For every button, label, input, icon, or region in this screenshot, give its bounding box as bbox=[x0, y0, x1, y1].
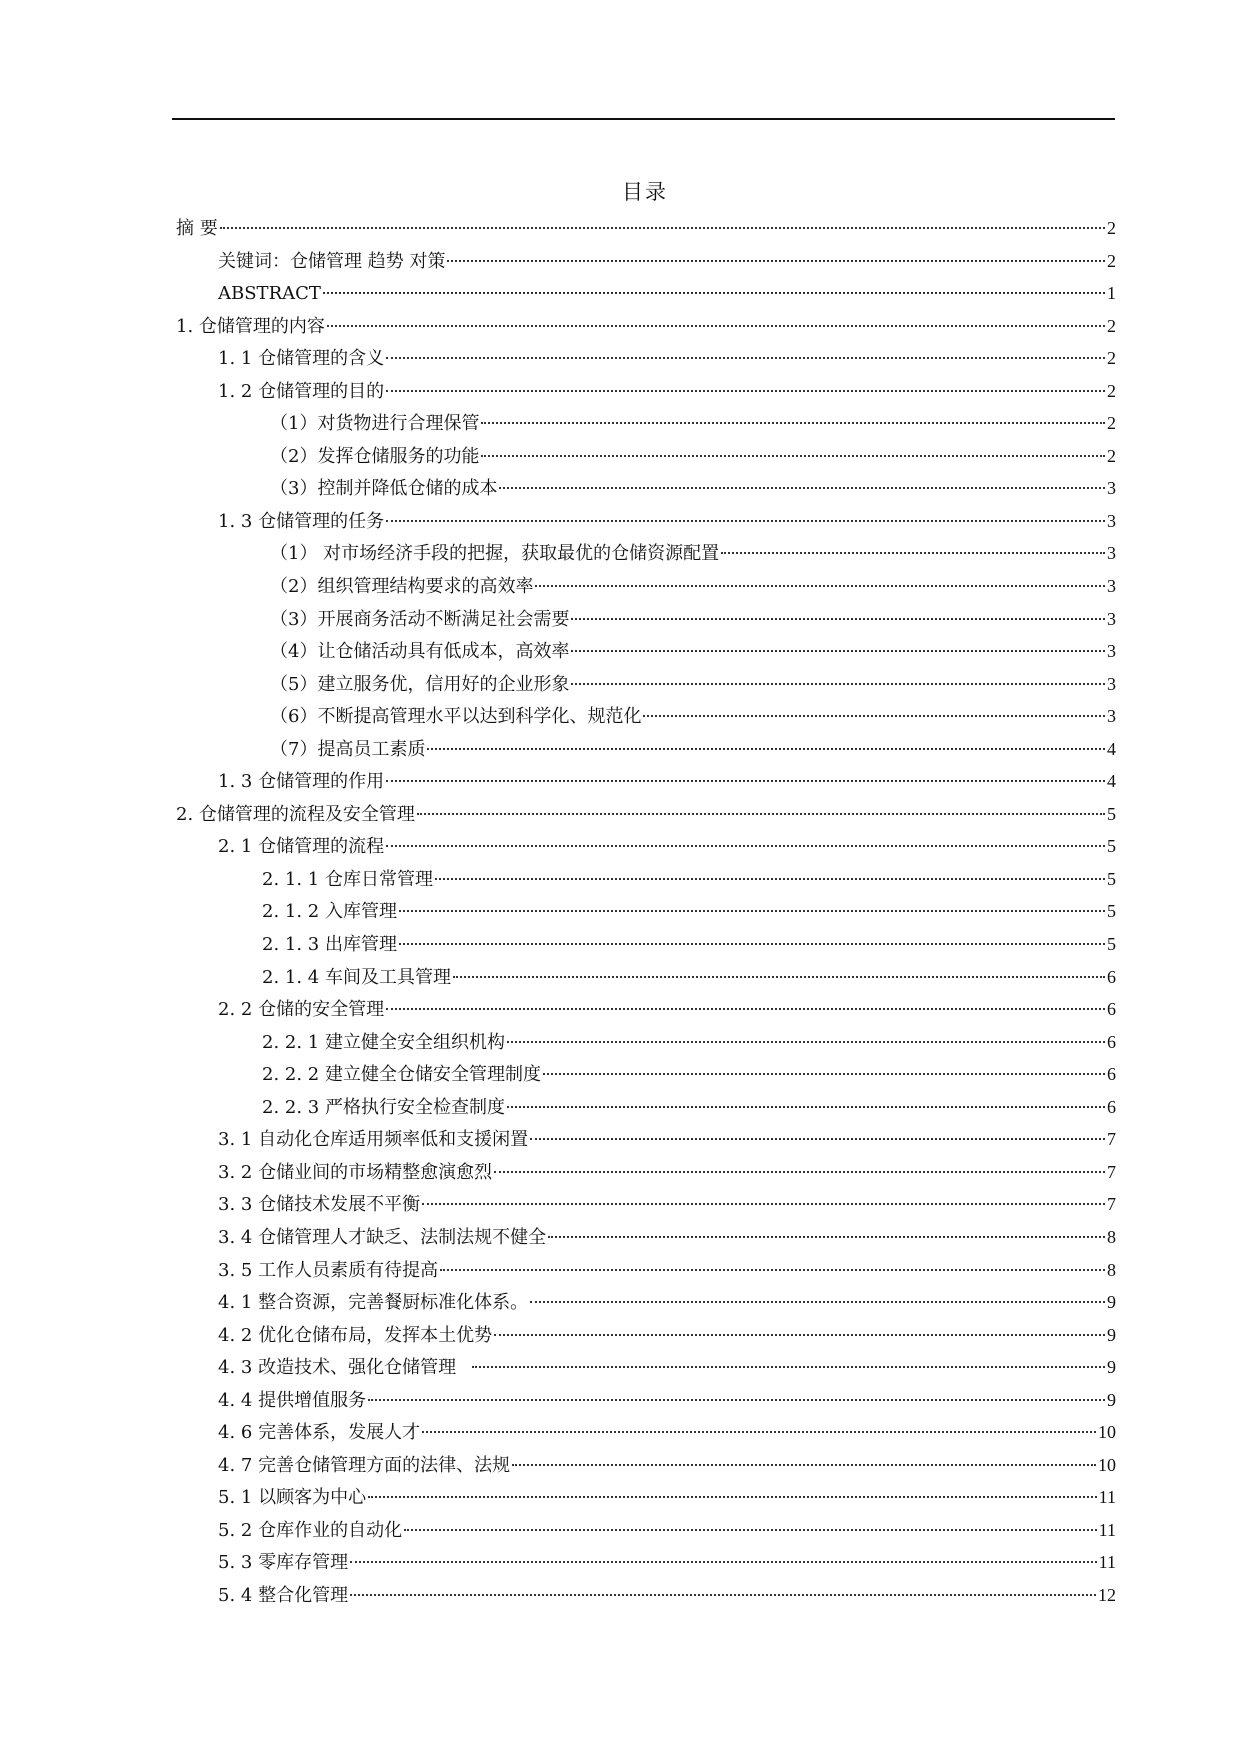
toc-page-number: 5 bbox=[1107, 934, 1116, 955]
toc-page-number: 11 bbox=[1098, 1519, 1116, 1540]
toc-dot-leader bbox=[386, 780, 1105, 782]
toc-dot-leader bbox=[472, 1366, 1105, 1368]
toc-dot-leader bbox=[481, 422, 1105, 424]
toc-entry-title: 4. 2 优化仓储布局，发挥本土优势 bbox=[218, 1324, 493, 1346]
toc-entry[interactable] bbox=[176, 1351, 1116, 1384]
toc-entry[interactable] bbox=[176, 310, 1116, 343]
toc-entry[interactable] bbox=[176, 537, 1116, 570]
toc-entry-title: 2. 1. 1 仓库日常管理 bbox=[262, 868, 433, 890]
toc-entry-title: 关键词：仓储管理 趋势 对策 bbox=[218, 250, 446, 272]
toc-dot-leader bbox=[494, 1334, 1105, 1336]
toc-dot-leader bbox=[535, 585, 1105, 587]
toc-page-number: 8 bbox=[1107, 1226, 1116, 1247]
toc-dot-leader bbox=[386, 845, 1105, 847]
toc-page-number: 6 bbox=[1107, 999, 1116, 1020]
toc-page-number: 4 bbox=[1107, 738, 1116, 759]
toc-page-number: 7 bbox=[1107, 1194, 1116, 1215]
toc-entry[interactable] bbox=[176, 765, 1116, 798]
toc-entry[interactable] bbox=[176, 1286, 1116, 1319]
toc-page-number: 3 bbox=[1107, 608, 1116, 629]
toc-entry-title: （1）对货物进行合理保管 bbox=[270, 413, 480, 435]
toc-page-number: 2 bbox=[1107, 380, 1116, 401]
toc-page-number: 11 bbox=[1098, 1552, 1116, 1573]
toc-entry-title: 2. 1 仓储管理的流程 bbox=[218, 836, 385, 858]
toc-page-number: 5 bbox=[1107, 868, 1116, 889]
toc-page-number: 10 bbox=[1098, 1422, 1116, 1443]
toc-dot-leader bbox=[643, 715, 1105, 717]
toc-entry[interactable] bbox=[176, 1449, 1116, 1482]
toc-entry[interactable] bbox=[176, 733, 1116, 766]
toc-entry-title: （7）提高员工素质 bbox=[270, 738, 426, 760]
toc-page-number: 2 bbox=[1107, 315, 1116, 336]
toc-entry[interactable] bbox=[176, 863, 1116, 896]
toc-entry-title: （1） 对市场经济手段的把握，获取最优的仓储资源配置 bbox=[270, 543, 720, 565]
toc-dot-leader bbox=[350, 1594, 1096, 1596]
toc-entry[interactable] bbox=[176, 1058, 1116, 1091]
toc-page-number: 5 bbox=[1107, 836, 1116, 857]
toc-entry-title: 1. 2 仓储管理的目的 bbox=[218, 380, 385, 402]
toc-entry-title: 2. 1. 4 车间及工具管理 bbox=[262, 966, 451, 988]
toc-entry[interactable] bbox=[176, 570, 1116, 603]
toc-page-number: 6 bbox=[1107, 1064, 1116, 1085]
toc-dot-leader bbox=[447, 260, 1105, 262]
toc-entry[interactable] bbox=[176, 1123, 1116, 1156]
toc-entry-title: 2. 仓储管理的流程及安全管理 bbox=[176, 803, 415, 825]
toc-dot-leader bbox=[530, 1138, 1105, 1140]
toc-entry[interactable] bbox=[176, 342, 1116, 375]
toc-entry-title: 2. 2. 1 建立健全安全组织机构 bbox=[262, 1031, 505, 1053]
toc-entry-title: 3. 4 仓储管理人才缺乏、法制法规不健全 bbox=[218, 1226, 547, 1248]
toc-dot-leader bbox=[417, 813, 1105, 815]
toc-page-number: 12 bbox=[1098, 1584, 1116, 1605]
toc-page-number: 5 bbox=[1107, 901, 1116, 922]
toc-entry-title: （4）让仓储活动具有低成本，高效率 bbox=[270, 641, 570, 663]
toc-page-number: 2 bbox=[1107, 348, 1116, 369]
toc-dot-leader bbox=[386, 520, 1105, 522]
toc-dot-leader bbox=[721, 552, 1105, 554]
toc-page-number: 1 bbox=[1107, 283, 1116, 304]
toc-entry[interactable] bbox=[176, 1221, 1116, 1254]
toc-entry[interactable] bbox=[176, 993, 1116, 1026]
toc-page-number: 2 bbox=[1107, 218, 1116, 238]
toc-entry-title: 5. 2 仓库作业的自动化 bbox=[218, 1519, 403, 1541]
toc-entry-title: ABSTRACT bbox=[218, 283, 321, 305]
toc-entry[interactable] bbox=[176, 245, 1116, 278]
toc-entry[interactable] bbox=[176, 1384, 1116, 1417]
toc-dot-leader bbox=[507, 1106, 1105, 1108]
toc-page-number: 2 bbox=[1107, 250, 1116, 271]
toc-entry[interactable] bbox=[176, 407, 1116, 440]
toc-dot-leader bbox=[368, 1399, 1105, 1401]
toc-entry[interactable] bbox=[176, 1026, 1116, 1059]
toc-page-number: 9 bbox=[1107, 1292, 1116, 1313]
toc-entry[interactable] bbox=[176, 1254, 1116, 1287]
toc-page-number: 3 bbox=[1107, 576, 1116, 597]
toc-dot-leader bbox=[350, 1561, 1097, 1563]
toc-dot-leader bbox=[327, 325, 1105, 327]
toc-page-number: 3 bbox=[1107, 641, 1116, 662]
toc-dot-leader bbox=[323, 292, 1105, 294]
toc-entry-title: （5）建立服务优，信用好的企业形象 bbox=[270, 673, 570, 695]
toc-entry-title: 1. 1 仓储管理的含义 bbox=[218, 348, 385, 370]
toc-entry-title: （2）发挥仓储服务的功能 bbox=[270, 445, 480, 467]
toc-dot-leader bbox=[530, 1301, 1105, 1303]
toc-dot-leader bbox=[571, 683, 1105, 685]
toc-dot-leader bbox=[220, 227, 1105, 229]
toc-dot-leader bbox=[386, 1008, 1105, 1010]
toc-dot-leader bbox=[386, 390, 1105, 392]
toc-dot-leader bbox=[494, 1171, 1105, 1173]
toc-page-number: 11 bbox=[1098, 1487, 1116, 1508]
toc-entry-title: （6）不断提高管理水平以达到科学化、规范化 bbox=[270, 706, 642, 728]
toc-dot-leader bbox=[499, 487, 1105, 489]
toc-dot-leader bbox=[512, 1464, 1096, 1466]
toc-entry[interactable] bbox=[176, 1481, 1116, 1514]
toc-entry-title: （3）控制并降低仓储的成本 bbox=[270, 478, 498, 500]
toc-dot-leader bbox=[399, 943, 1105, 945]
toc-entry[interactable] bbox=[176, 375, 1116, 408]
toc-entry-title: （3）开展商务活动不断满足社会需要 bbox=[270, 608, 570, 630]
toc-entry[interactable] bbox=[176, 830, 1116, 863]
toc-dot-leader bbox=[422, 1431, 1096, 1433]
toc-entry-title: 3. 1 自动化仓库适用频率低和支援闲置 bbox=[218, 1129, 529, 1151]
toc-entry-title: 2. 2. 3 严格执行安全检查制度 bbox=[262, 1096, 505, 1118]
toc-dot-leader bbox=[481, 455, 1105, 457]
toc-page-number: 8 bbox=[1107, 1259, 1116, 1280]
toc-entry[interactable] bbox=[176, 440, 1116, 473]
toc-page-number: 10 bbox=[1098, 1454, 1116, 1475]
toc-entry[interactable] bbox=[176, 961, 1116, 994]
toc-entry-title: 5. 4 整合化管理 bbox=[218, 1584, 349, 1606]
toc-entry[interactable] bbox=[176, 1091, 1116, 1124]
toc-page-number: 3 bbox=[1107, 478, 1116, 499]
header-rule bbox=[172, 118, 1115, 120]
toc-entry-title: 1. 仓储管理的内容 bbox=[176, 315, 325, 337]
toc-page-number: 7 bbox=[1107, 1161, 1116, 1182]
toc-entry[interactable] bbox=[176, 1514, 1116, 1547]
toc-entry-title: 4. 6 完善体系，发展人才 bbox=[218, 1422, 421, 1444]
toc-entry-title: 1. 3 仓储管理的任务 bbox=[218, 510, 385, 532]
toc-page-number: 2 bbox=[1107, 413, 1116, 434]
toc-page-number: 9 bbox=[1107, 1324, 1116, 1345]
toc-page-number: 9 bbox=[1107, 1357, 1116, 1378]
toc-entry-title: 2. 2 仓储的安全管理 bbox=[218, 999, 385, 1021]
toc-entry[interactable] bbox=[176, 603, 1116, 636]
toc-entry-title: 5. 1 以顾客为中心 bbox=[218, 1487, 367, 1509]
toc-entry-title: （2）组织管理结构要求的高效率 bbox=[270, 576, 534, 598]
toc-dot-leader bbox=[422, 1203, 1105, 1205]
toc-entry[interactable] bbox=[176, 1546, 1116, 1579]
toc-entry-title: 1. 3 仓储管理的作用 bbox=[218, 771, 385, 793]
toc-dot-leader bbox=[404, 1529, 1097, 1531]
toc-page-number: 5 bbox=[1107, 803, 1116, 824]
toc-entry[interactable] bbox=[176, 472, 1116, 505]
toc-page-number: 6 bbox=[1107, 1031, 1116, 1052]
toc-entry-title: 4. 7 完善仓储管理方面的法律、法规 bbox=[218, 1454, 511, 1476]
toc-dot-leader bbox=[548, 1236, 1105, 1238]
toc-dot-leader bbox=[399, 910, 1105, 912]
toc-dot-leader bbox=[435, 878, 1105, 880]
toc-dot-leader bbox=[368, 1496, 1097, 1498]
toc-entry[interactable] bbox=[176, 700, 1116, 733]
toc-entry-title: 3. 2 仓储业间的市场精整愈演愈烈 bbox=[218, 1161, 493, 1183]
toc-dot-leader bbox=[571, 618, 1105, 620]
toc-page-number: 7 bbox=[1107, 1129, 1116, 1150]
toc-entry-title: 4. 3 改造技术、强化仓储管理 bbox=[218, 1357, 457, 1379]
toc-dot-leader bbox=[440, 1269, 1105, 1271]
toc-entry-title: 4. 4 提供增值服务 bbox=[218, 1389, 367, 1411]
toc-dot-leader bbox=[571, 650, 1105, 652]
toc-entry[interactable] bbox=[176, 1416, 1116, 1449]
toc-title: 目录 bbox=[622, 180, 668, 204]
toc-page-number: 2 bbox=[1107, 445, 1116, 466]
toc-page-number: 9 bbox=[1107, 1389, 1116, 1410]
toc-entry[interactable] bbox=[176, 635, 1116, 668]
toc-entry[interactable] bbox=[176, 1319, 1116, 1352]
toc-entry[interactable] bbox=[176, 928, 1116, 961]
toc-entry-title: 2. 1. 3 出库管理 bbox=[262, 934, 397, 956]
toc-dot-leader bbox=[453, 976, 1105, 978]
toc-entry[interactable] bbox=[176, 1188, 1116, 1221]
toc-entry-title: 4. 1 整合资源，完善餐厨标准化体系。 bbox=[218, 1292, 529, 1314]
toc-entry-title: 2. 1. 2 入库管理 bbox=[262, 901, 397, 923]
toc-entry-title: 5. 3 零库存管理 bbox=[218, 1552, 349, 1574]
toc-dot-leader bbox=[427, 748, 1105, 750]
table-of-contents bbox=[176, 212, 1116, 1612]
toc-dot-leader bbox=[543, 1073, 1105, 1075]
toc-page-number: 3 bbox=[1107, 706, 1116, 727]
toc-entry-title: 3. 5 工作人员素质有待提高 bbox=[218, 1259, 439, 1281]
toc-entry[interactable] bbox=[176, 1579, 1116, 1612]
toc-entry[interactable] bbox=[176, 798, 1116, 831]
toc-page-number: 6 bbox=[1107, 1096, 1116, 1117]
toc-entry-title: 摘 要 bbox=[176, 218, 218, 239]
toc-page-number: 3 bbox=[1107, 673, 1116, 694]
toc-dot-leader bbox=[507, 1041, 1105, 1043]
toc-entry[interactable] bbox=[176, 668, 1116, 701]
toc-entry[interactable] bbox=[176, 212, 1116, 245]
toc-page-number: 6 bbox=[1107, 966, 1116, 987]
toc-entry-title: 2. 2. 2 建立健全仓储安全管理制度 bbox=[262, 1064, 541, 1086]
toc-entry[interactable] bbox=[176, 895, 1116, 928]
toc-page-number: 4 bbox=[1107, 771, 1116, 792]
toc-page-number: 3 bbox=[1107, 510, 1116, 531]
toc-entry[interactable] bbox=[176, 277, 1116, 310]
toc-entry[interactable] bbox=[176, 505, 1116, 538]
toc-entry[interactable] bbox=[176, 1156, 1116, 1189]
toc-dot-leader bbox=[386, 357, 1105, 359]
toc-page-number: 3 bbox=[1107, 543, 1116, 564]
toc-entry-title: 3. 3 仓储技术发展不平衡 bbox=[218, 1194, 421, 1216]
